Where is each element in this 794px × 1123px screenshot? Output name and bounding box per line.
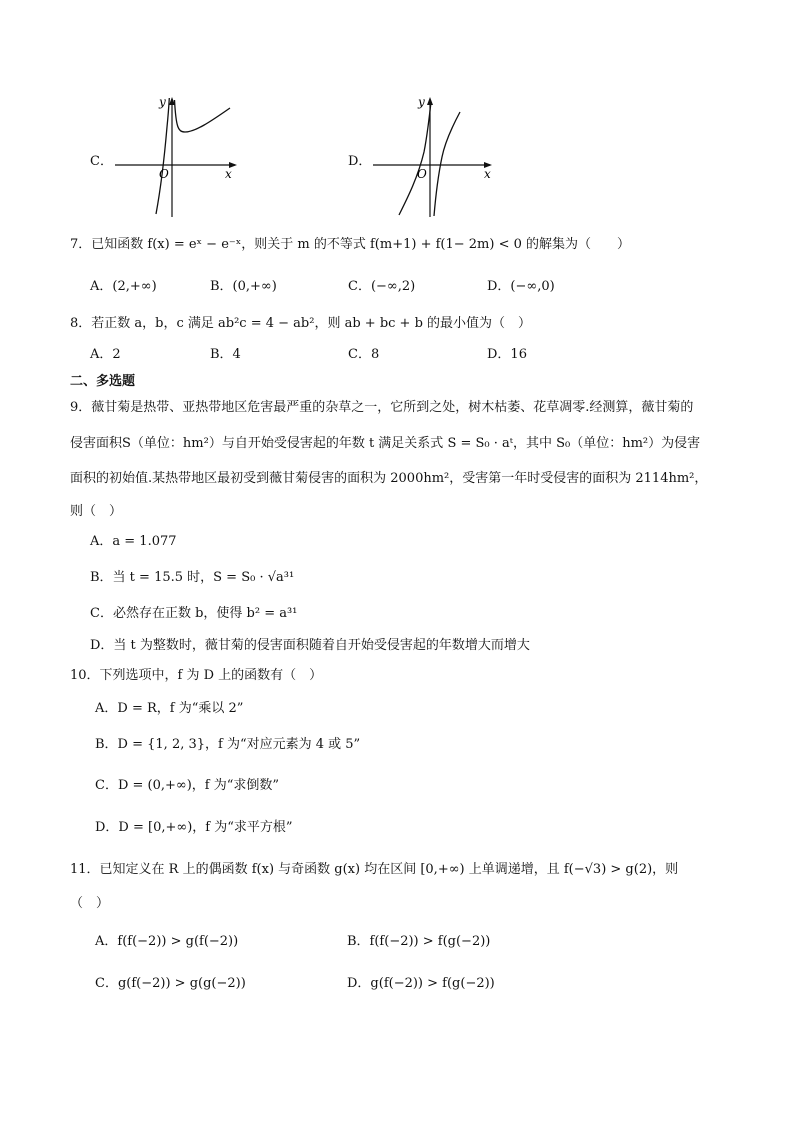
- question-9-option-b: B．当 t = 15.5 时，S = S₀ · √a³¹: [90, 570, 295, 585]
- question-10-option-c: C．D = (0,+∞)，f 为“求倒数”: [95, 778, 280, 793]
- question-8-option-c: C．8: [348, 347, 380, 362]
- graph-d: [368, 92, 508, 220]
- question-9-line-1: 9．薇甘菊是热带、亚热带地区危害最严重的杂草之一，它所到之处，树木枯萎、花草凋零.经测算，薇甘菊的: [70, 400, 694, 415]
- question-11-option-c: C．g(f(−2)) > g(g(−2)): [95, 976, 246, 991]
- graph-c: [110, 92, 250, 220]
- question-11-line-2: （ ）: [70, 896, 110, 911]
- question-9-option-c: C．必然存在正数 b，使得 b² = a³¹: [90, 606, 298, 621]
- question-10-option-a: A．D = R，f 为“乘以 2”: [95, 701, 244, 716]
- question-8-option-d: D．16: [487, 347, 527, 362]
- question-11-option-d: D．g(f(−2)) > f(g(−2)): [347, 976, 495, 991]
- question-10-stem: 10．下列选项中，f 为 D 上的函数有（ ）: [70, 668, 323, 683]
- question-9-option-d: D．当 t 为整数时，薇甘菊的侵害面积随着自开始受侵害起的年数增大而增大: [90, 638, 530, 653]
- section-2-heading: 二、多选题: [70, 374, 136, 389]
- question-11-option-a: A．f(f(−2)) > g(f(−2)): [95, 934, 239, 949]
- question-7-option-c: C．(−∞,2): [348, 279, 416, 294]
- question-9-option-a: A．a = 1.077: [90, 534, 177, 549]
- question-9-line-2: 侵害面积S（单位：hm²）与自开始受侵害起的年数 t 满足关系式 S = S₀ · aᵗ，其中 S₀（单位：hm²）为侵害: [70, 436, 701, 451]
- question-10-option-d: D．D = [0,+∞)，f 为“求平方根”: [95, 820, 293, 835]
- question-11-line-1: 11．已知定义在 R 上的偶函数 f(x) 与奇函数 g(x) 均在区间 [0,+∞) 上单调递增，且 f(−√3) > g(2)，则: [70, 862, 679, 877]
- graph-d-origin-label: O: [417, 167, 427, 181]
- question-8-option-a: A．2: [90, 347, 121, 362]
- question-8-option-b: B．4: [210, 347, 241, 362]
- question-9-line-4: 则（ ）: [70, 504, 123, 519]
- graph-d-x-label: x: [484, 167, 491, 181]
- question-7-option-a: A．(2,+∞): [90, 279, 157, 294]
- graph-d-y-label: y: [418, 95, 425, 109]
- graph-c-y-label: y: [159, 95, 166, 109]
- question-9-line-3: 面积的初始值.某热带地区最初受到薇甘菊侵害的面积为 2000hm²，受害第一年时受侵害的面积为 2114hm²，: [70, 471, 708, 486]
- graph-d-label: D．: [348, 154, 372, 169]
- question-7-stem: 7．已知函数 f(x) = eˣ − e⁻ˣ，则关于 m 的不等式 f(m+1) + f(1− 2m) < 0 的解集为（ ）: [70, 237, 631, 252]
- question-10-option-b: B．D = {1, 2, 3}，f 为“对应元素为 4 或 5”: [95, 737, 361, 752]
- graph-c-origin-label: O: [159, 167, 169, 181]
- graph-c-label: C．: [90, 154, 113, 169]
- question-11-option-b: B．f(f(−2)) > f(g(−2)): [347, 934, 491, 949]
- question-7-option-d: D．(−∞,0): [487, 279, 555, 294]
- question-7-option-b: B．(0,+∞): [210, 279, 277, 294]
- graph-c-x-label: x: [225, 167, 232, 181]
- question-8-stem: 8．若正数 a，b，c 满足 ab²c = 4 − ab²，则 ab + bc + b 的最小值为（ ）: [70, 316, 532, 331]
